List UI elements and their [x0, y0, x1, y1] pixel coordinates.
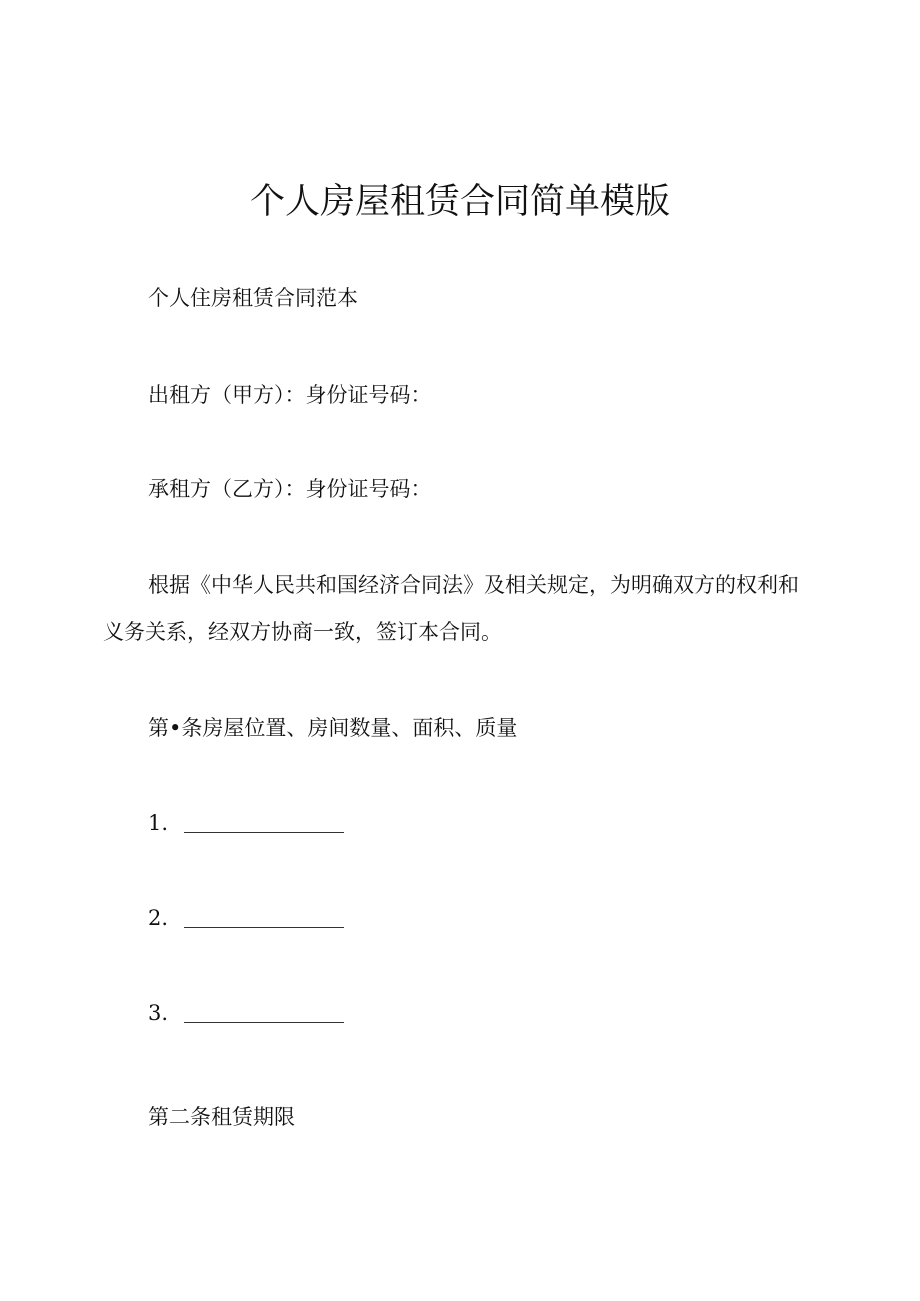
blank-underline: [184, 1022, 344, 1023]
blank-underline: [184, 927, 344, 928]
article1-item-1: [148, 808, 344, 838]
article1-item-3: [148, 998, 344, 1028]
blank-underline: [184, 832, 344, 833]
item-number: 1.: [148, 811, 169, 835]
item-number: 2.: [148, 906, 169, 930]
document-title: 个人房屋租赁合同简单模版: [249, 182, 670, 222]
lessee-line: 承租方（乙方）：身份证号码：: [148, 477, 432, 501]
contract-subtitle: 个人住房租赁合同范本: [148, 286, 358, 310]
lessor-line: 出租方（甲方）：身份证号码：: [148, 383, 432, 407]
item-number: 3.: [148, 1001, 169, 1025]
article1-heading: 第•条房屋位置、房间数量、面积、质量: [148, 716, 518, 740]
article2-heading: 第二条租赁期限: [148, 1105, 295, 1129]
article1-item-2: [148, 903, 344, 933]
preamble-paragraph: 根据《中华人民共和国经济合同法》及相关规定，为明确双方的权利和义务关系，经双方协商一致，签订本合同。: [103, 573, 799, 644]
